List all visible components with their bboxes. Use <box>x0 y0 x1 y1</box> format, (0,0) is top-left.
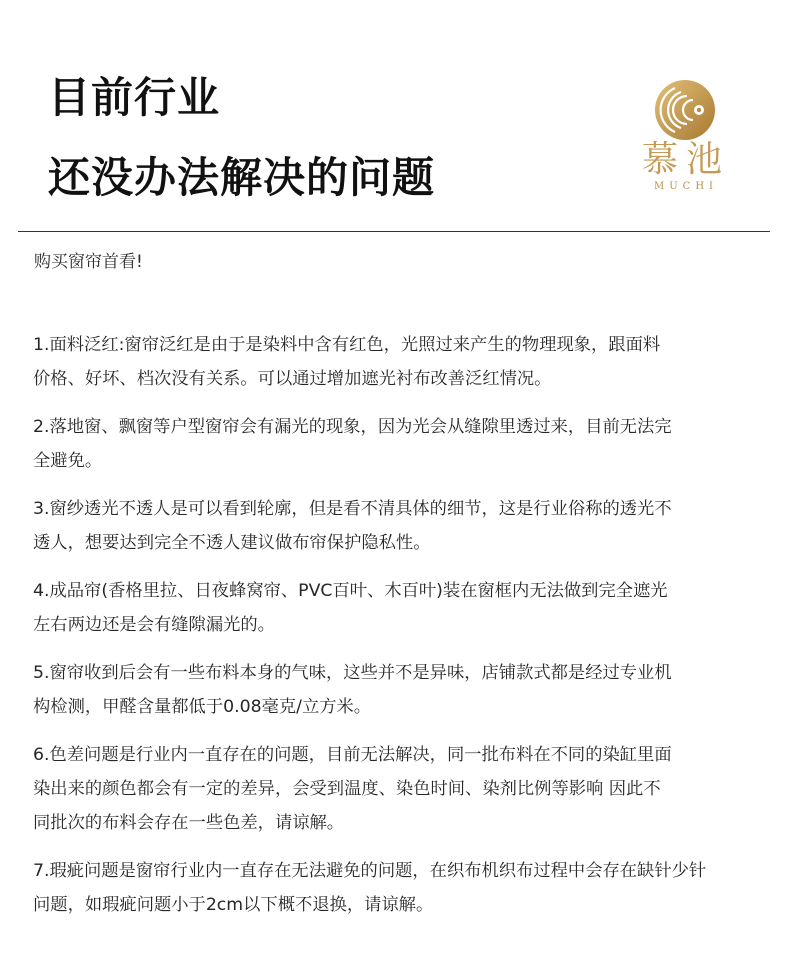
notice-line: 问题，如瑕疵问题小于2cm以下概不退换，请谅解。 <box>33 895 434 915</box>
page-title-line-2: 还没办法解决的问题 <box>48 153 436 202</box>
notice-line: 5.窗帘收到后会有一些布料本身的气味，这些并不是异味，店铺款式都是经过专业机 <box>33 663 672 683</box>
notice-line: 同批次的布料会存在一些色差，请谅解。 <box>33 813 345 833</box>
notice-line: 左右两边还是会有缝隙漏光的。 <box>33 615 275 635</box>
notice-item-4 <box>33 574 773 642</box>
notice-item-3 <box>33 492 773 560</box>
brand-name: 慕池 <box>641 139 730 180</box>
notice-line: 构检测，甲醛含量都低于0.08毫克/立方米。 <box>33 697 372 717</box>
notice-line: 染出来的颜色都会有一定的差异，会受到温度、染色时间、染剂比例等影响 因此不 <box>33 779 661 799</box>
notice-line: 全避免。 <box>33 451 103 471</box>
brand-subtitle: MUCHI <box>654 181 718 192</box>
brand-logo <box>620 78 750 198</box>
notice-line: 6.色差问题是行业内一直存在的问题，目前无法解决，同一批布料在不同的染缸里面 <box>33 745 672 765</box>
notice-line: 7.瑕疵问题是窗帘行业内一直存在无法避免的问题，在织布机织布过程中会存在缺针少针 <box>33 861 707 881</box>
notice-item-1 <box>33 328 773 396</box>
page-title-line-1: 目前行业 <box>48 73 221 122</box>
notice-line: 透人，想要达到完全不透人建议做布帘保护隐私性。 <box>33 533 431 553</box>
divider <box>18 231 770 232</box>
notice-item-5 <box>33 656 773 724</box>
notice-line: 3.窗纱透光不透人是可以看到轮廓，但是看不清具体的细节，这是行业俗称的透光不 <box>33 499 672 519</box>
logo-mark-icon <box>653 78 717 142</box>
notice-item-6 <box>33 738 773 840</box>
intro-text: 购买窗帘首看! <box>34 252 143 272</box>
notice-line: 1.面料泛红:窗帘泛红是由于是染料中含有红色，光照过来产生的物理现象，跟面料 <box>33 335 661 355</box>
notice-line: 4.成品帘(香格里拉、日夜蜂窝帘、PVC百叶、木百叶)装在窗框内无法做到完全遮光 <box>33 581 668 601</box>
notice-list <box>33 328 773 936</box>
notice-item-7 <box>33 854 773 922</box>
notice-line: 2.落地窗、飘窗等户型窗帘会有漏光的现象，因为光会从缝隙里透过来，目前无法完 <box>33 417 672 437</box>
notice-line: 价格、好坏、档次没有关系。可以通过增加遮光衬布改善泛红情况。 <box>33 369 552 389</box>
notice-item-2 <box>33 410 773 478</box>
